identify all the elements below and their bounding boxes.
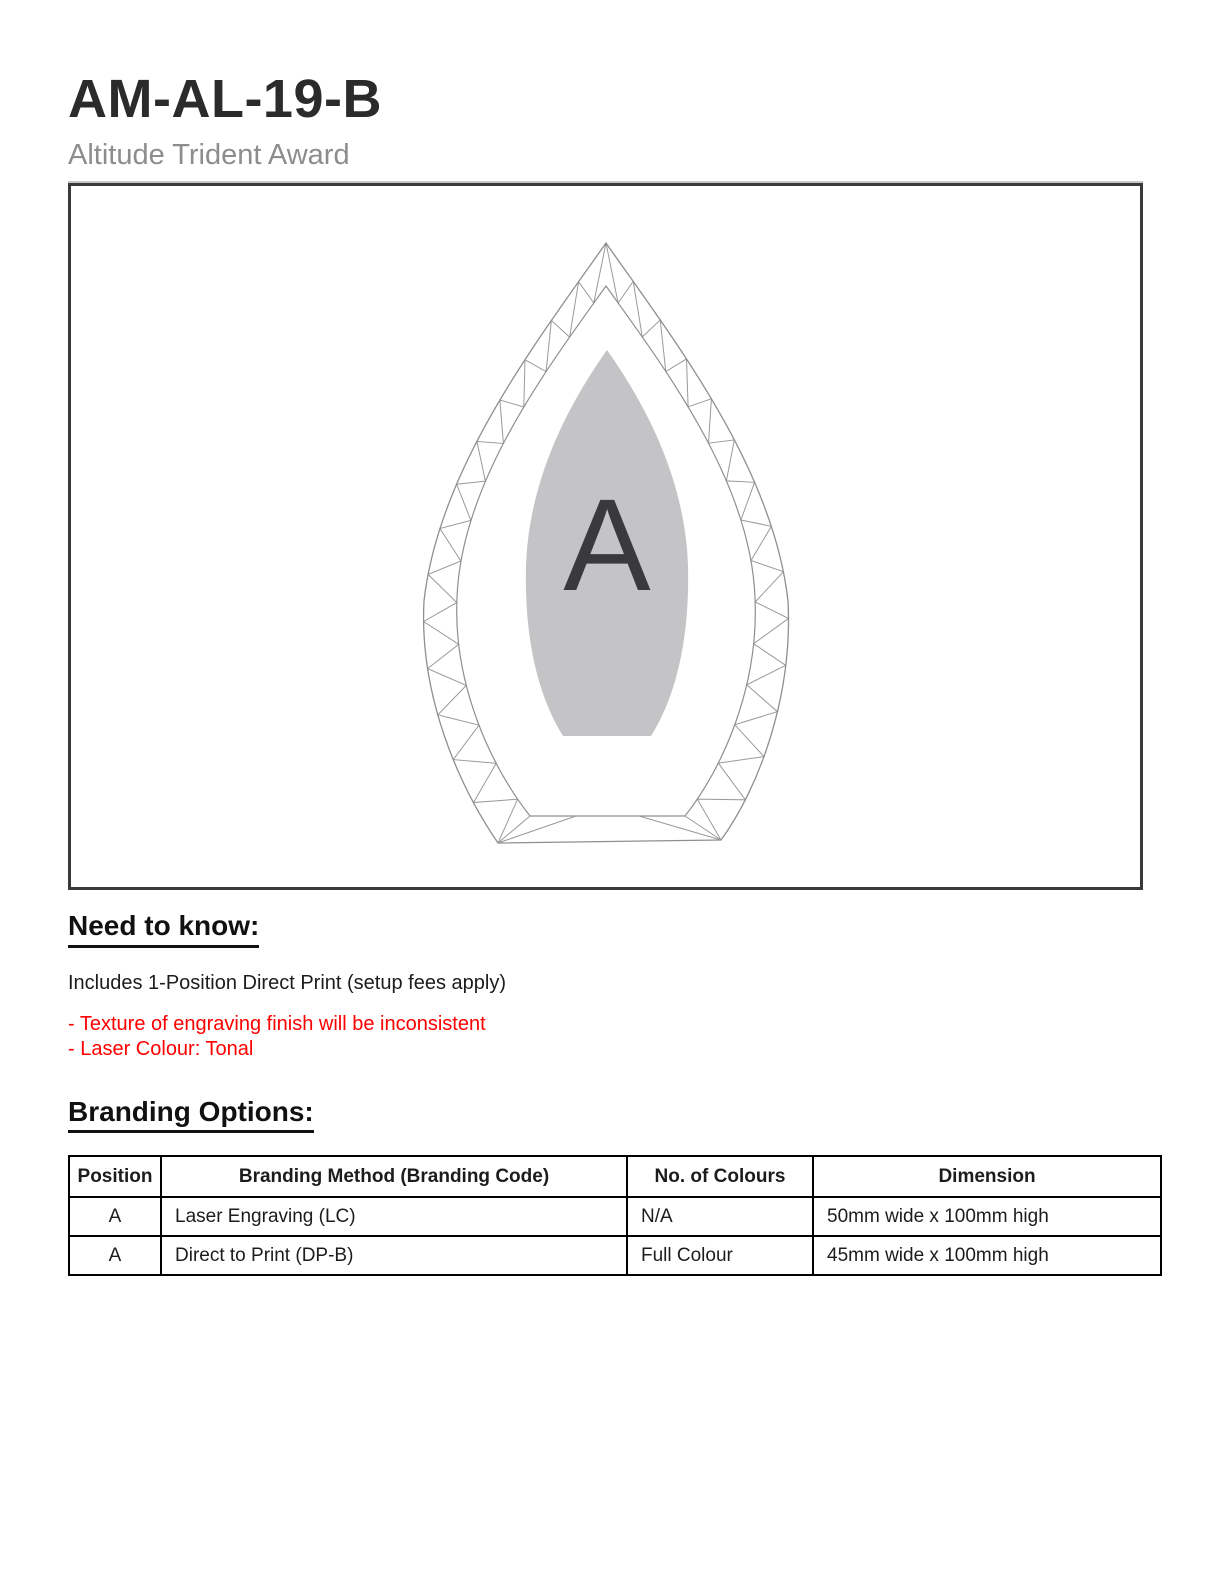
table-column-header: Branding Method (Branding Code)	[161, 1156, 627, 1197]
table-column-header: Position	[69, 1156, 161, 1197]
branding-table-header	[69, 1156, 1161, 1197]
base-corner-facets	[498, 816, 721, 843]
warning-line: - Laser Colour: Tonal	[68, 1037, 254, 1060]
product-sku-title: AM-AL-19-B	[68, 69, 382, 129]
includes-note: Includes 1-Position Direct Print (setup fees apply)	[68, 971, 506, 994]
product-name-subtitle: Altitude Trident Award	[68, 138, 1143, 183]
table-row	[69, 1236, 1161, 1275]
warnings-list	[68, 1012, 1224, 1062]
table-cell: A	[69, 1197, 161, 1236]
product-image-frame	[68, 183, 1143, 890]
branding-options-heading: Branding Options:	[68, 1095, 1224, 1134]
table-cell: Direct to Print (DP-B)	[161, 1236, 627, 1275]
table-header-row	[69, 1156, 1161, 1197]
warning-line: - Texture of engraving finish will be inconsistent	[68, 1012, 486, 1035]
table-cell: A	[69, 1236, 161, 1275]
table-cell: 45mm wide x 100mm high	[813, 1236, 1161, 1275]
position-marker-letter: A	[563, 471, 651, 618]
table-cell: Full Colour	[627, 1236, 813, 1275]
table-cell: Laser Engraving (LC)	[161, 1197, 627, 1236]
table-column-header: No. of Colours	[627, 1156, 813, 1197]
award-line-drawing	[71, 186, 1140, 887]
need-to-know-heading: Need to know:	[68, 909, 1224, 948]
table-cell: 50mm wide x 100mm high	[813, 1197, 1161, 1236]
table-row	[69, 1197, 1161, 1236]
branding-table-body	[69, 1197, 1161, 1275]
table-column-header: Dimension	[813, 1156, 1161, 1197]
table-cell: N/A	[627, 1197, 813, 1236]
branding-options-table	[68, 1155, 1162, 1276]
